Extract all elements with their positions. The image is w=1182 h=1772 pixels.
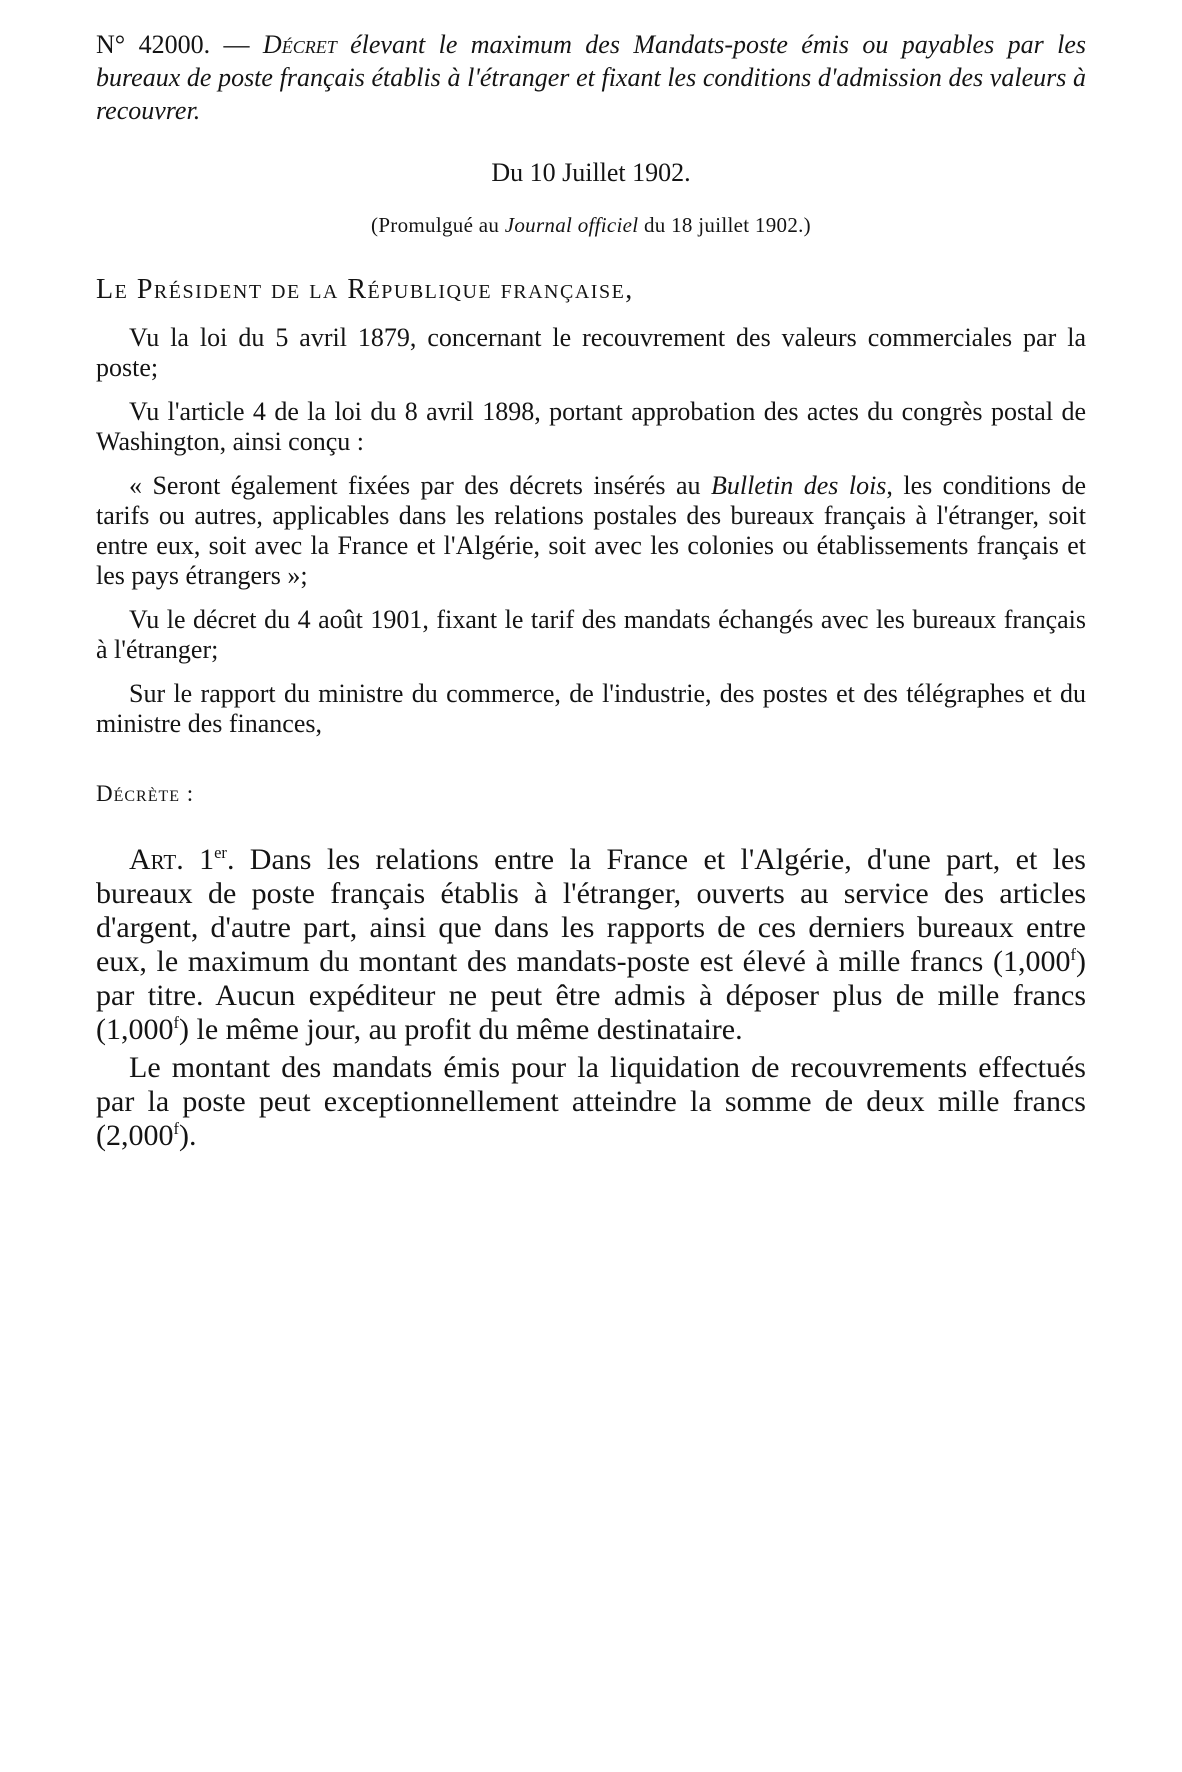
decree-word: Décret [262, 30, 337, 59]
decrete-heading: Décrète : [96, 781, 195, 806]
consideration-law-1898: Vu l'article 4 de la loi du 8 avril 1898, portant approbation des actes du congrès postal de Washington, ainsi conçu : [96, 397, 1086, 456]
president-heading: Le Président de la République française, [96, 274, 634, 305]
article-1-par2-text-b: ). [179, 1119, 197, 1152]
article-1-text-c: ) le même jour, au profit du même destinataire. [179, 1013, 743, 1046]
article-1-label: Art. 1 [129, 843, 215, 876]
article-1-par2-text-a: Le montant des mandats émis pour la liquidation de recouvrements effectués par la poste peut exceptionnellement atteindre la somme de deux mille francs (2,000 [96, 1051, 1086, 1152]
consideration-decree-1901: Vu le décret du 4 août 1901, fixant le tarif des mandats échangés avec les bureaux français à l'étranger; [96, 605, 1086, 664]
article-1-paragraph-2 [96, 1051, 1086, 1153]
consideration-report: Sur le rapport du ministre du commerce, de l'industrie, des postes et des télégraphes et du ministre des finances, [96, 679, 1086, 738]
article-1 [96, 843, 1086, 1047]
article-1-text-b: ) par titre. Aucun expéditeur ne peut être admis à déposer plus de mille francs (1,000 [96, 945, 1086, 1046]
quote-before: « Seront également fixées par des décrets insérés au [129, 471, 711, 500]
promulgation-before: (Promulgué au [371, 213, 505, 237]
article-1-par2-sup: f [173, 1119, 179, 1138]
decree-subject: élevant le maximum des Mandats-poste émis ou payables par les bureaux de poste français établis à l'étranger et fixant les conditions d'admission des valeurs à recouvrer. [96, 30, 1087, 125]
promulgation-after: du 18 juillet 1902.) [638, 213, 811, 237]
article-1-sup-2: f [173, 1013, 179, 1032]
quote-bulletin: Bulletin des lois [710, 471, 887, 500]
decree-number: N° 42000. — [96, 30, 250, 59]
quoted-article [96, 471, 1086, 591]
article-1-sup-1: f [1070, 945, 1076, 964]
promulgation-journal: Journal officiel [504, 213, 639, 237]
decree-page [96, 28, 1086, 1153]
decree-date: Du 10 Juillet 1902. [491, 158, 691, 187]
decree-heading [96, 28, 1086, 127]
promulgation-note [96, 211, 1086, 239]
article-1-label-sup: er [214, 843, 227, 862]
article-1-text-a: . Dans les relations entre la France et l'Algérie, d'une part, et les bureaux de poste français établis à l'étranger, ouverts au service des articles d'argent, d'autre part, ainsi que dans les rapports de ces derniers bureaux entre eux, le maximum du montant des mandats-poste est élevé à mille francs (1,000 [96, 843, 1086, 978]
quote-after: , les conditions de tarifs ou autres, applicables dans les relations postales des bureaux français à l'étranger, soit entre eux, soit avec la France et l'Algérie, soit avec les colonies ou établissements français et les pays étrangers »; [96, 471, 1086, 590]
consideration-law-1879: Vu la loi du 5 avril 1879, concernant le recouvrement des valeurs commerciales par la poste; [96, 323, 1086, 382]
